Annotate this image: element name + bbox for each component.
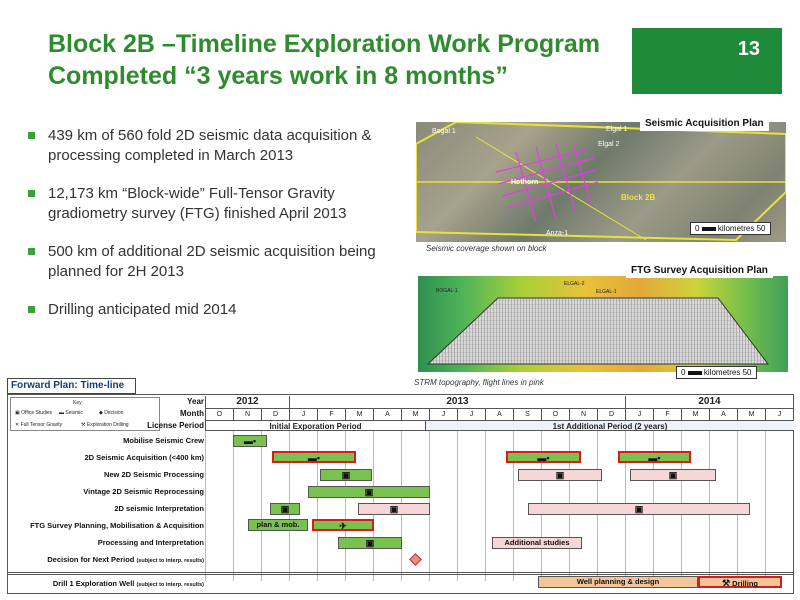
bar-2d-acquisition-2 xyxy=(506,451,581,463)
row-label-mobilise: Mobilise Seismic Crew xyxy=(123,436,204,445)
bar-ftg-acquisition xyxy=(312,519,374,531)
month-header: Month xyxy=(180,409,204,418)
bar-mobilise-crew xyxy=(233,435,267,447)
slide-title xyxy=(48,28,628,92)
office-studies-icon: ▣ xyxy=(365,538,375,548)
bar-processing-interp xyxy=(338,537,402,549)
seismic-plan-label: Seismic Acquisition Plan xyxy=(640,116,769,131)
period-initial: Initial Exporation Period xyxy=(205,420,425,431)
bar-interpretation-1 xyxy=(270,503,300,515)
year-cell: 2012 xyxy=(205,396,289,408)
bullet-item: Drilling anticipated mid 2014 xyxy=(28,300,418,320)
svg-text:Hothorn: Hothorn xyxy=(511,179,539,186)
bullet-item: 12,173 km “Block-wide” Full-Tensor Gravity gradiometry survey (FTG) finished April 2013 xyxy=(28,184,418,224)
timeline-label: Forward Plan: Time-line xyxy=(7,378,136,394)
month-cell: F xyxy=(653,408,681,420)
office-studies-icon: ▣ xyxy=(634,504,644,514)
row-label-vintage-reprocessing: Vintage 2D Seismic Reprocessing xyxy=(83,487,204,496)
month-cell: D xyxy=(597,408,625,420)
bullet-square-icon xyxy=(28,248,35,255)
svg-text:Elgal 1: Elgal 1 xyxy=(606,126,628,133)
bar-vintage-reprocessing xyxy=(308,486,430,498)
month-cell: J xyxy=(625,408,653,420)
office-studies-icon: ▣ xyxy=(389,504,399,514)
month-cell: S xyxy=(513,408,541,420)
grid-line xyxy=(205,431,206,581)
ftg-caption: STRM topography, flight lines in pink xyxy=(414,378,544,387)
row-label-2d-acquisition: 2D Seismic Acquisition (<400 km) xyxy=(84,453,204,462)
bar-2d-acquisition-3 xyxy=(618,451,691,463)
office-studies-icon: ▣ xyxy=(280,504,290,514)
month-cell: D xyxy=(261,408,289,420)
year-header: Year xyxy=(187,397,204,406)
month-cell: J xyxy=(457,408,485,420)
svg-text:Block 2B: Block 2B xyxy=(621,193,656,202)
bullet-item: 500 km of additional 2D seismic acquisition being planned for 2H 2013 xyxy=(28,242,418,282)
seismic-scale: 0 kilometres 50 xyxy=(690,222,771,235)
row-label-ftg-survey: FTG Survey Planning, Mobilisation & Acquisition xyxy=(30,521,204,530)
legend-title: Key xyxy=(73,400,82,406)
ftg-aircraft-icon: ✈ xyxy=(339,521,347,531)
bullet-square-icon xyxy=(28,132,35,139)
ftg-plan-label: FTG Survey Acquisition Plan xyxy=(626,263,773,278)
bar-interpretation-2 xyxy=(358,503,430,515)
row-label-decision: Decision for Next Period (subject to interp. results) xyxy=(47,555,204,564)
ftg-map xyxy=(418,276,788,372)
bullet-square-icon xyxy=(28,306,35,313)
slide-number: 13 xyxy=(632,28,782,94)
month-cell: A xyxy=(709,408,737,420)
drill-rig-icon: ⚒ xyxy=(721,578,731,588)
license-header: License Period xyxy=(147,421,204,430)
grid-line xyxy=(765,431,766,581)
month-cell: A xyxy=(485,408,513,420)
row-label-new-processing: New 2D Seismic Processing xyxy=(103,470,204,479)
title-line-2: Completed “3 years work in 8 months” xyxy=(48,62,508,90)
year-cell: 2014 xyxy=(625,396,793,408)
bar-ftg-plan-mob: plan & mob. xyxy=(248,519,308,531)
row-label-2d-interpretation: 2D seismic Interpretation xyxy=(114,504,204,513)
legend-ftg: ✕ Full Tensor Gravity xyxy=(15,422,63,428)
month-cell: M xyxy=(345,408,373,420)
svg-text:Bogal 1: Bogal 1 xyxy=(432,128,456,135)
grid-line xyxy=(233,431,234,581)
seismic-truck-icon: ▬▪ xyxy=(307,453,321,463)
svg-text:Anza-1: Anza-1 xyxy=(546,230,569,237)
seismic-truck-icon: ▬▪ xyxy=(537,453,550,463)
bar-new-processing-2 xyxy=(518,469,602,481)
month-cell: O xyxy=(541,408,569,420)
office-studies-icon: ▣ xyxy=(555,470,565,480)
drill-row-separator xyxy=(8,572,793,575)
month-cell: A xyxy=(373,408,401,420)
seismic-caption: Seismic coverage shown on block xyxy=(426,244,547,253)
row-label-drill-well: Drill 1 Exploration Well (subject to interp. results) xyxy=(52,579,204,588)
grid-line xyxy=(261,431,262,581)
bar-2d-acquisition-1 xyxy=(272,451,356,463)
bar-well-planning: Well planning & design xyxy=(538,576,698,588)
ftg-map-overlay xyxy=(418,276,788,372)
ftg-scale: 0 kilometres 50 xyxy=(676,366,757,379)
title-line-1: Block 2B –Timeline Exploration Work Program xyxy=(48,30,601,58)
period-additional: 1st Additional Period (2 years) xyxy=(425,420,794,431)
bullet-list xyxy=(28,126,418,338)
svg-text:ELGAL-2: ELGAL-2 xyxy=(564,281,585,287)
month-cell: M xyxy=(401,408,429,420)
row-label-processing-interp: Processing and Interpretation xyxy=(97,538,204,547)
decision-diamond-icon xyxy=(409,553,422,566)
month-cell: N xyxy=(233,408,261,420)
month-cell: J xyxy=(765,408,793,420)
bar-drilling: ⚒ Drilling xyxy=(698,576,782,588)
bar-new-processing-1 xyxy=(320,469,372,481)
bar-interpretation-3 xyxy=(528,503,750,515)
seismic-truck-icon: ▬▪ xyxy=(648,453,661,463)
month-cell: M xyxy=(681,408,709,420)
month-cell: F xyxy=(317,408,345,420)
office-studies-icon: ▣ xyxy=(364,487,374,497)
gantt-chart xyxy=(7,394,794,594)
bullet-square-icon xyxy=(28,190,35,197)
svg-text:Elgal 2: Elgal 2 xyxy=(598,141,620,148)
grid-line xyxy=(485,431,486,581)
seismic-truck-icon: ▬▪ xyxy=(243,436,257,446)
month-cell: M xyxy=(737,408,765,420)
bar-additional-studies: Additional studies xyxy=(492,537,582,549)
svg-text:BOGAL-1: BOGAL-1 xyxy=(436,288,458,294)
month-cell: O xyxy=(205,408,233,420)
legend-decision: ◆ Decision xyxy=(99,410,124,416)
grid-line xyxy=(457,431,458,581)
month-cell: J xyxy=(429,408,457,420)
office-studies-icon: ▣ xyxy=(341,470,351,480)
legend-drilling: ⚒ Exploration Drilling xyxy=(81,422,129,428)
legend-seismic: ▬ Seismic xyxy=(59,410,83,416)
svg-text:ELGAL-1: ELGAL-1 xyxy=(596,289,617,295)
office-studies-icon: ▣ xyxy=(668,470,678,480)
bar-new-processing-3 xyxy=(630,469,716,481)
year-cell: 2013 xyxy=(289,396,625,408)
month-cell: N xyxy=(569,408,597,420)
bullet-item: 439 km of 560 fold 2D seismic data acquisition & processing completed in March 2013 xyxy=(28,126,418,166)
month-cell: J xyxy=(289,408,317,420)
legend-office-studies: ▣ Office Studies xyxy=(15,410,53,416)
